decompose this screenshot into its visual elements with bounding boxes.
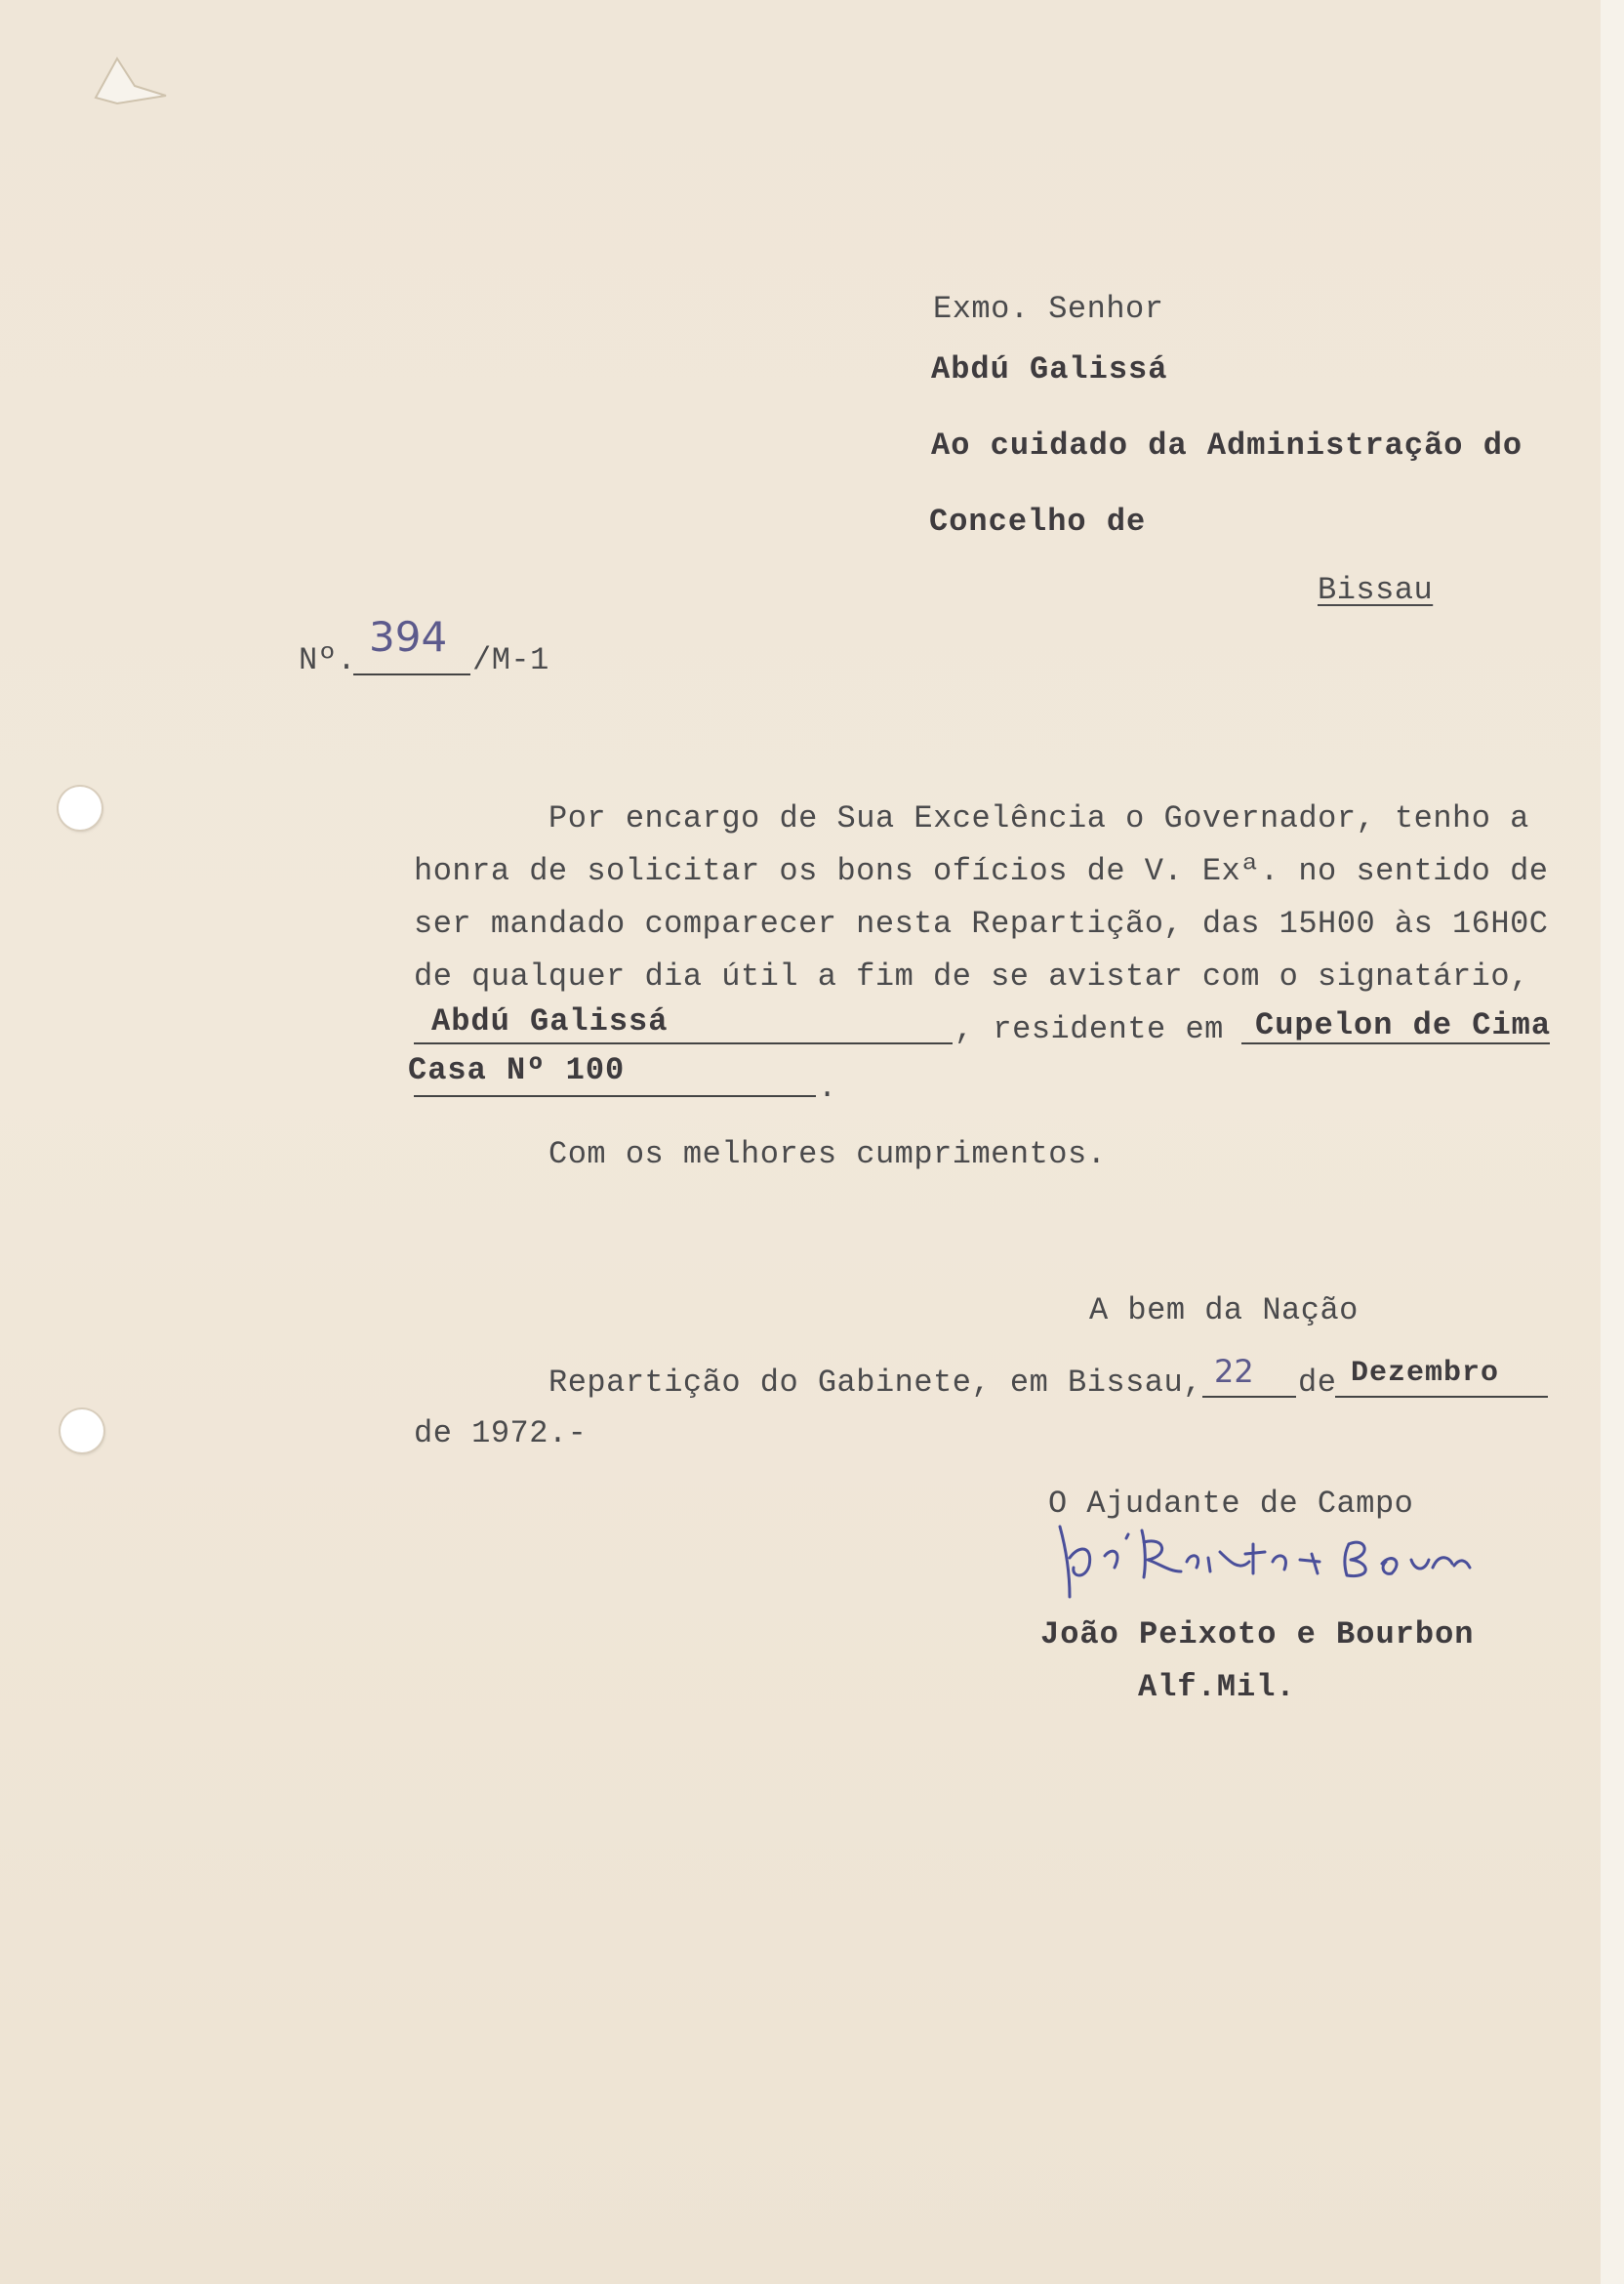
- reference-prefix: Nº.: [299, 642, 357, 678]
- date-year: de 1972.-: [414, 1415, 588, 1451]
- house-line: [414, 1095, 816, 1097]
- torn-corner-mark: [88, 39, 185, 117]
- regards-line: Com os melhores cumprimentos.: [548, 1136, 1107, 1172]
- reference-number-line: [353, 673, 470, 675]
- date-month-line: [1335, 1396, 1548, 1398]
- house-end: .: [818, 1070, 837, 1106]
- handwritten-signature: [1044, 1523, 1474, 1601]
- date-de: de: [1298, 1365, 1337, 1401]
- punch-hole-bottom: [61, 1409, 103, 1452]
- date-day-line: [1202, 1396, 1296, 1398]
- filled-name-line: [414, 1042, 953, 1044]
- house-value: Casa Nº 100: [408, 1052, 626, 1088]
- salutation: Exmo. Senhor: [933, 291, 1164, 327]
- date-day: 22: [1214, 1353, 1254, 1390]
- punch-hole-top: [59, 787, 102, 830]
- date-month: Dezembro: [1351, 1357, 1500, 1390]
- body-line-3: ser mandado comparecer nesta Repartição, das 15H00 às 16H0C: [414, 906, 1549, 942]
- filled-name: Abdú Galissá: [431, 1003, 669, 1040]
- address-city: Bissau: [1318, 572, 1434, 608]
- residence-value: Cupelon de Cima: [1255, 1007, 1552, 1043]
- residence-line: [1241, 1042, 1550, 1044]
- signature-role: O Ajudante de Campo: [1048, 1486, 1414, 1522]
- body-line-1: Por encargo de Sua Excelência o Governador, tenho a: [548, 800, 1529, 836]
- reference-suffix: /M-1: [472, 642, 549, 678]
- signatory-name: João Peixoto e Bourbon: [1040, 1616, 1475, 1652]
- page-edge: [1601, 0, 1624, 2284]
- reference-number: 394: [369, 613, 448, 661]
- council-line: Concelho de: [929, 504, 1147, 540]
- addressee-name: Abdú Galissá: [931, 351, 1168, 387]
- place-prefix: Repartição do Gabinete, em Bissau,: [548, 1365, 1202, 1401]
- care-of-line: Ao cuidado da Administração do: [931, 428, 1523, 464]
- body-line-4: de qualquer dia útil a fim de se avistar com o signatário,: [414, 958, 1529, 995]
- residence-label: , residente em: [954, 1011, 1224, 1047]
- motto: A bem da Nação: [1089, 1292, 1359, 1328]
- body-line-2: honra de solicitar os bons ofícios de V. Exª. no sentido de: [414, 853, 1549, 889]
- signatory-rank: Alf.Mil.: [1138, 1669, 1296, 1705]
